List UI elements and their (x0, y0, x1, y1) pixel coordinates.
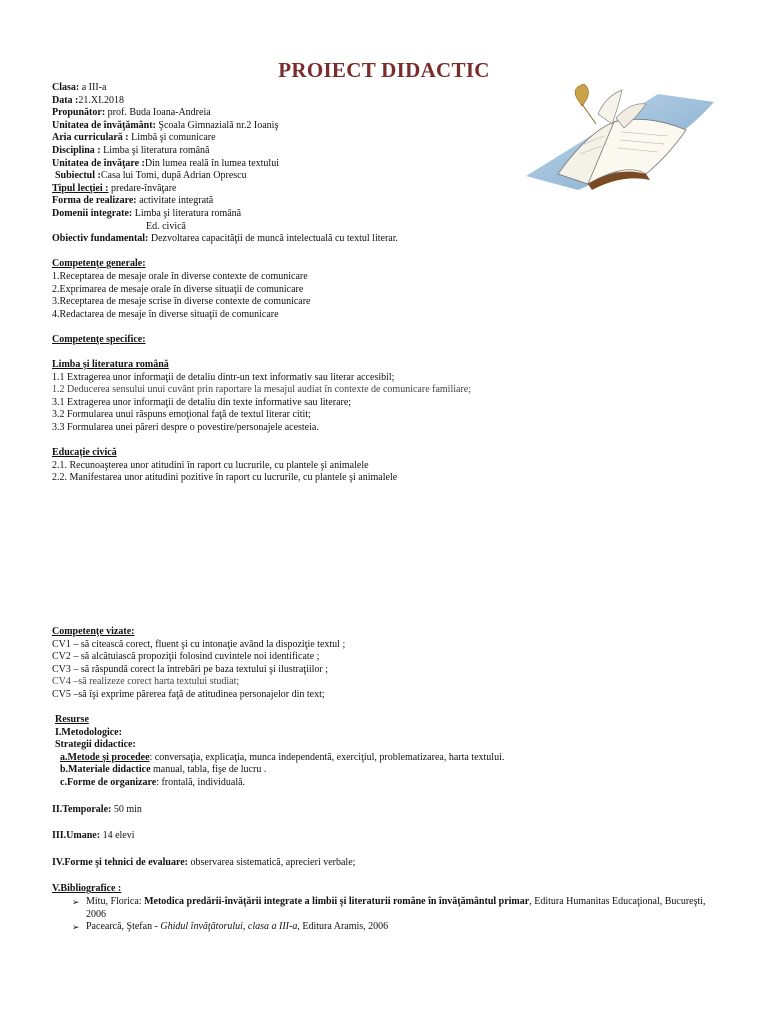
unitatea-line: Unitatea de învăţământ: Şcoala Gimnazială nr.2 Ioaniş (52, 119, 279, 131)
competente-vizate (52, 626, 712, 702)
materiale-line: b.Materiale didactice manual, tabla, fişe de lucru . (60, 764, 267, 776)
aria-line: Aria curriculară : Limbă şi comunicare (52, 132, 216, 144)
forma-line: Forma de realizare: activitate integrată (52, 195, 214, 207)
disciplina-line: Disciplina : Limba şi literatura română (52, 144, 210, 156)
cv-item: CV5 –să îşi exprime părerea faţă de atitudinea personajelor din text; (52, 688, 325, 700)
cg-item: 2.Exprimarea de mesaje orale în diverse situaţii de comunicare (52, 283, 304, 295)
unitate-invatare-line: Unitatea de învăţare :Din lumea reală în lumea textului (52, 157, 279, 169)
subiect-line: Subiectul :Casa lui Tomi, după Adrian Oprescu (55, 170, 247, 182)
cv-item: CV3 – să răspundă corect la întrebări pe baza textului şi ilustraţiilor ; (52, 663, 329, 675)
civica-item: 2.2. Manifestarea unor atitudini pozitive în raport cu lucrurile, cu plantele şi animalele (52, 472, 398, 484)
resurse (52, 714, 712, 934)
cs-item: 3.2 Formularea unui răspuns emoţional faţă de textul literar citit; (52, 409, 311, 421)
competente-generale-heading: Competenţe generale: (52, 258, 146, 270)
biblio-item: ➢ Pacearcă, Ştefan - Ghidul învăţătorului, clasa a III-a, Editura Aramis, 2006 (76, 921, 716, 934)
cs-item: 3.1 Extragerea unor informaţii de detaliu din texte informative sau literare; (52, 396, 352, 408)
cv-item: CV2 – să alcătuiască propoziţii folosind cuvintele noi identificate ; (52, 651, 320, 663)
temporale-line: II.Temporale: 50 min (52, 803, 142, 815)
cs-item: 1.1 Extragerea unor informaţii de detaliu dintr-un text informativ sau literar accesibil; (52, 371, 395, 383)
cg-item: 1.Receptarea de mesaje orale în diverse contexte de comunicare (52, 270, 308, 282)
cs-item: 1.2 Deducerea sensului unui cuvânt prin raportare la mesajul audiat în contexte de comunicare familiare; (52, 384, 471, 396)
cg-item: 4.Redactarea de mesaje în diverse situaţii de comunicare (52, 308, 279, 320)
cv-item: CV1 – să citească corect, fluent şi cu intonaţie având la dispoziţie textul ; (52, 638, 346, 650)
domenii-line: Domenii integrate: Limba şi literatura română (52, 207, 242, 219)
competente-vizate-heading: Competenţe vizate: (52, 626, 135, 637)
header-info (52, 82, 712, 485)
cs-item: 3.3 Formularea unei păreri despre o povestire/personajele acesteia. (52, 422, 319, 434)
clasa-line: Clasa: a III-a (52, 82, 107, 93)
propunator-line: Propunător: prof. Buda Ioana-Andreia (52, 107, 211, 119)
resurse-heading: Resurse (55, 714, 89, 725)
evaluare-line: IV.Forme şi tehnici de evaluare: observarea sistematică, aprecieri verbale; (52, 856, 356, 868)
metodologice-heading: I.Metodologice: (55, 726, 122, 738)
limba-heading: Limba şi literatura română (52, 359, 169, 371)
cg-item: 3.Receptarea de mesaje scrise în diverse contexte de comunicare (52, 296, 311, 308)
civica-heading: Educaţie civică (52, 447, 117, 459)
metode-line: a.Metode şi procedee: conversaţia, explicaţia, munca independentă, exerciţiul, problematizarea, harta textului. (60, 751, 505, 763)
umane-line: III.Umane: 14 elevi (52, 830, 135, 842)
civica-item: 2.1. Recunoaşterea unor atitudini în raport cu lucrurile, cu plantele şi animalele (52, 459, 369, 471)
cv-item: CV4 –să realizeze corect harta textului studiat; (52, 676, 240, 688)
competente-specifice-heading: Competenţe specifice: (52, 333, 146, 345)
tipul-line: Tipul lecţiei : predare-învăţare (52, 182, 177, 194)
obiectiv-line: Obiectiv fundamental: Dezvoltarea capacităţii de muncă intelectuală cu textul literar. (52, 233, 398, 245)
page-title: PROIECT DIDACTIC (278, 58, 490, 82)
strategii-heading: Strategii didactice: (55, 739, 136, 751)
bibliografice-heading: V.Bibliografice : (52, 883, 122, 895)
biblio-item: ➢ Mitu, Florica: Metodica predării-învăţării integrate a limbii şi literaturii române în învăţământul primar, Editura Humanitas Educaţional, Bucureşti, 2006 (76, 896, 716, 921)
domenii-line-2: Ed. civică (146, 220, 186, 232)
forme-line: c.Forme de organizare: frontală, individuală. (60, 776, 246, 788)
data-line: Data :21.XI.2018 (52, 94, 124, 106)
